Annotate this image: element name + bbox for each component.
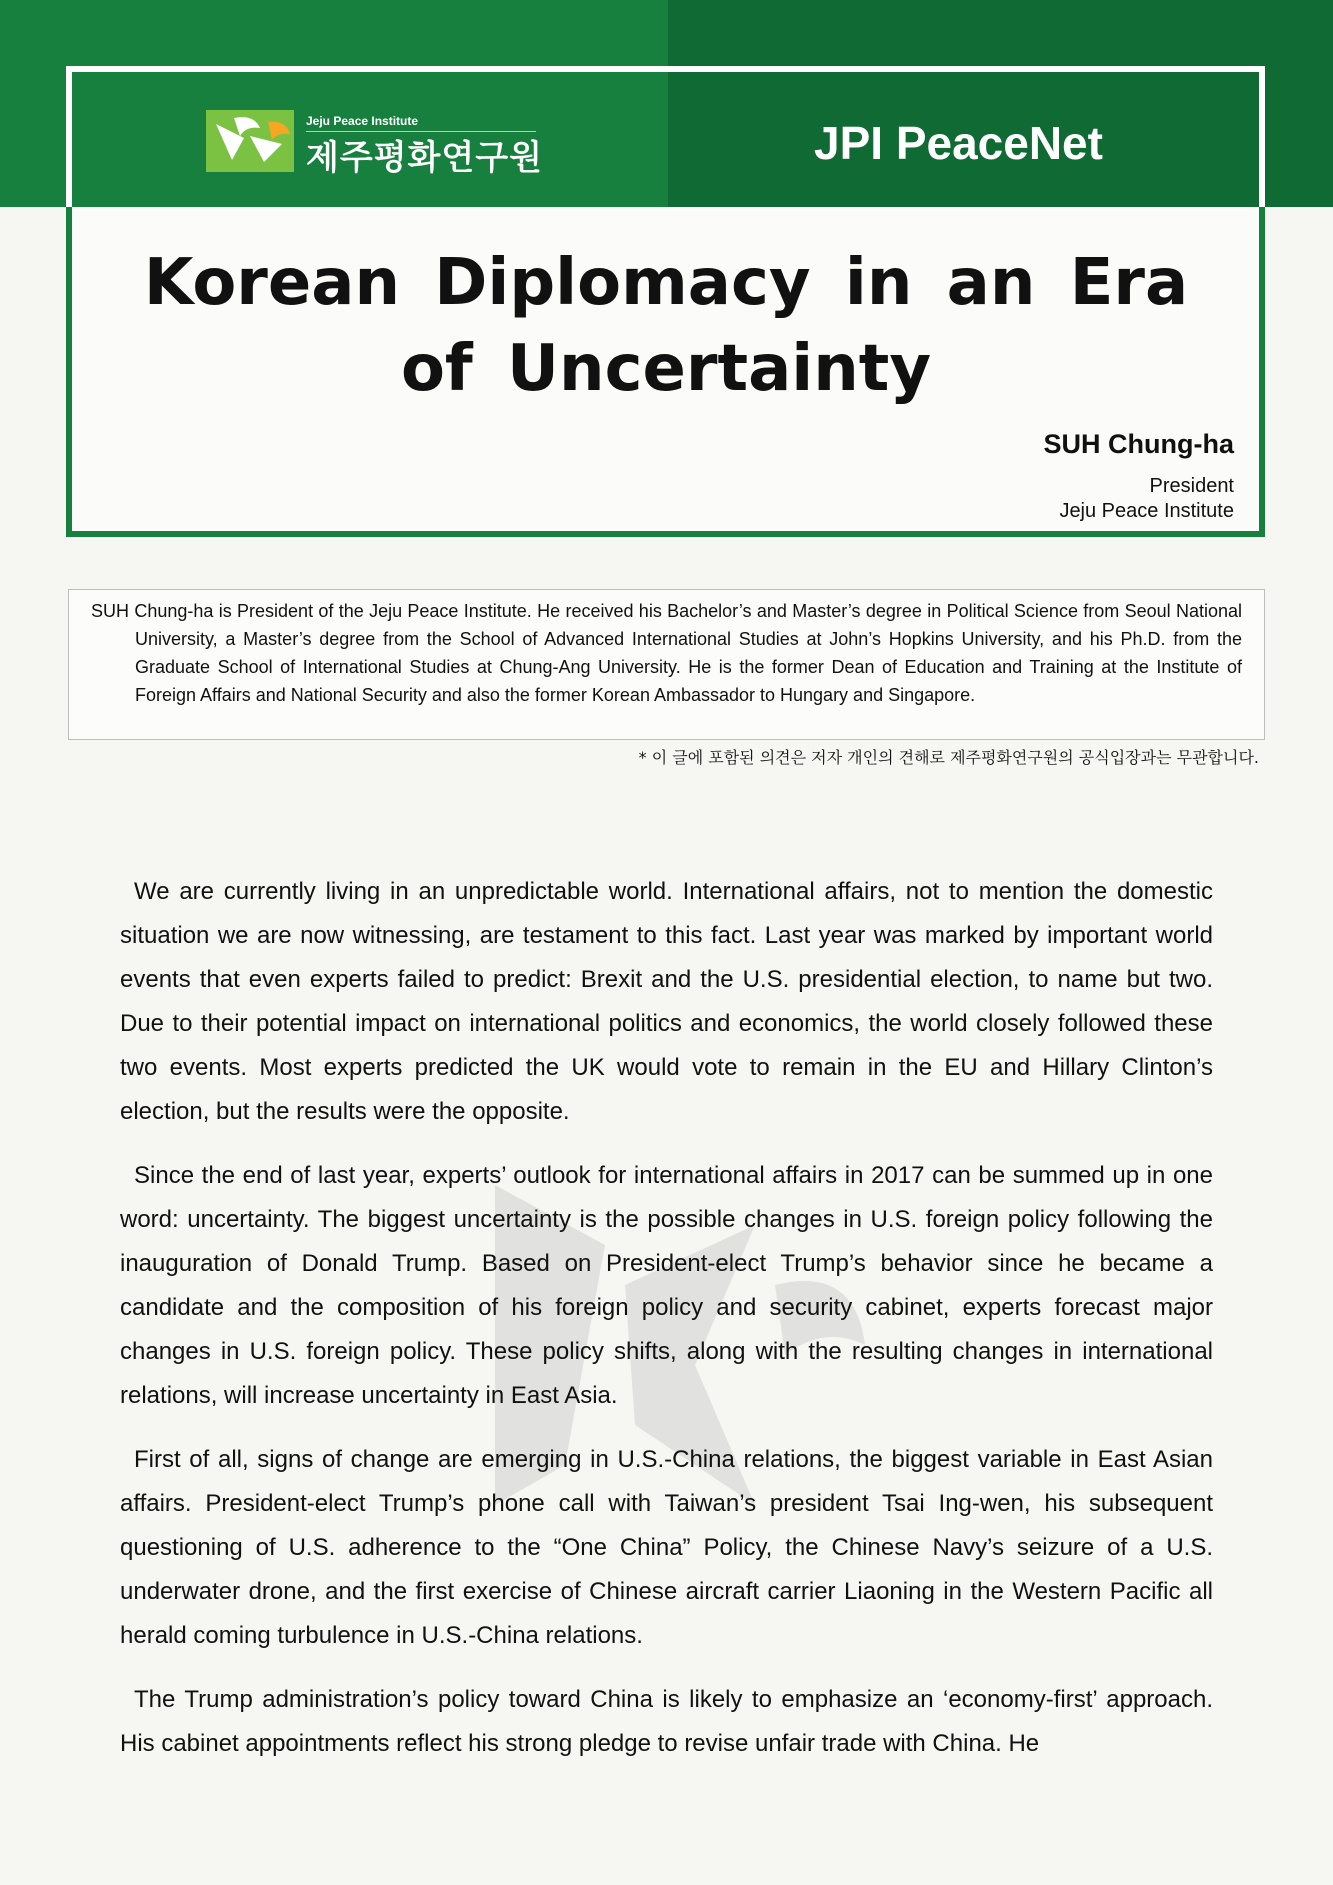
- logo-english-name: Jeju Peace Institute: [306, 114, 419, 128]
- article-paragraph: The Trump administration’s policy toward China is likely to emphasize an ‘economy-first’ approach. His cabinet appointments reflect his strong pledge to revise unfair trade with China. He: [120, 1686, 1213, 1757]
- article-paragraph: We are currently living in an unpredictable world. International affairs, not to mention the domestic situation we are now witnessing, are testament to this fact. Last year was marked by important world events that even experts failed to predict: Brexit and the U.S. presidential election, to name but two. Due to their potential impact on international politics and economics, the world closely followed these two events. Most experts predicted the UK would vote to remain in the EU and Hillary Clinton’s election, but the results were the opposite.: [120, 878, 1213, 1125]
- article-paragraph: First of all, signs of change are emerging in U.S.-China relations, the biggest variable in East Asian affairs. President-elect Trump’s phone call with Taiwan’s president Tsai Ing-wen, his subsequent questioning of U.S. adherence to the “One China” Policy, the Chinese Navy’s seizure of a U.S. underwater drone, and the first exercise of Chinese aircraft carrier Liaoning in the Western Pacific all herald coming turbulence in U.S.-China relations.: [120, 1446, 1213, 1649]
- peacenet-logo: JPI PeaceNet: [814, 117, 1103, 169]
- article-body: [120, 870, 1213, 1786]
- author-bio: SUH Chung-ha is President of the Jeju Peace Institute. He received his Bachelor’s and Master’s degree in Political Science from Seoul National University, a Master’s degree from the School of Advanced International Studies at John’s Hopkins University, and his Ph.D. from the Graduate School of International Studies at Chung-Ang University. He is the former Dean of Education and Training at the Institute of Foreign Affairs and National Security and also the former Korean Ambassador to Hungary and Singapore.: [68, 589, 1265, 740]
- author-role: [1059, 474, 1234, 524]
- page-title: Korean Diplomacy in an Era of Uncertainty: [143, 246, 1189, 406]
- logo-korean-name: 제주평화연구원: [306, 138, 543, 178]
- article-paragraph: Since the end of last year, experts’ outlook for international affairs in 2017 can be summed up in one word: uncertainty. The biggest uncertainty is the possible changes in U.S. foreign policy following the inauguration of Donald Trump. Based on President-elect Trump’s behavior since he became a candidate and the composition of his foreign policy and security cabinet, experts forecast major changes in U.S. foreign policy. These policy shifts, along with the resulting changes in international relations, will increase uncertainty in East Asia.: [120, 1162, 1213, 1409]
- jpi-bird-icon: [206, 110, 294, 172]
- author-title: President: [1149, 475, 1234, 497]
- disclaimer-note: * 이 글에 포함된 의견은 저자 개인의 견해로 제주평화연구원의 공식입장과는 무관합니다.: [638, 748, 1259, 767]
- jeju-peace-institute-logo: [206, 108, 546, 178]
- author-organization: Jeju Peace Institute: [1059, 500, 1234, 522]
- author-name: SUH Chung-ha: [1043, 429, 1234, 459]
